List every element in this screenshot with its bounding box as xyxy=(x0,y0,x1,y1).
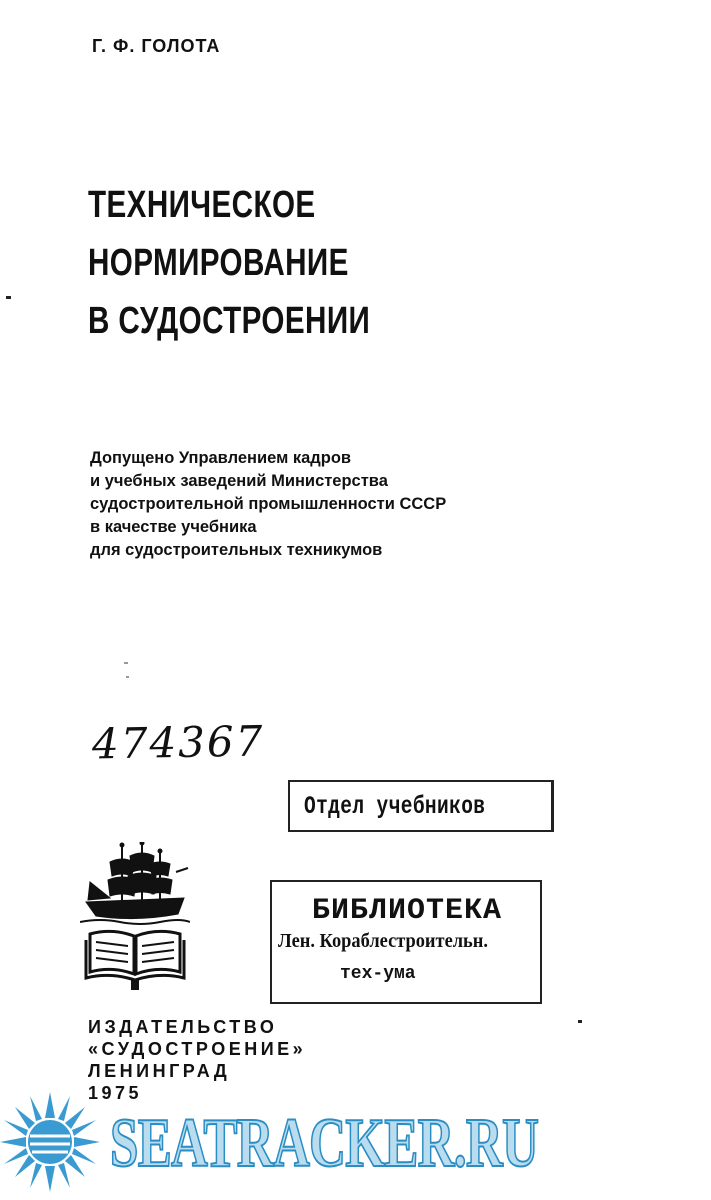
approval-note xyxy=(90,446,446,561)
handwritten-inventory-number: 474367 xyxy=(91,716,265,769)
publisher-line: ИЗДАТЕЛЬСТВО xyxy=(88,1017,278,1037)
title-line: ТЕХНИЧЕСКОЕ xyxy=(88,184,316,226)
library-stamp-suffix: тех-ума xyxy=(340,964,416,984)
approval-line: и учебных заведений Министерства xyxy=(90,471,388,490)
print-speck xyxy=(578,1020,582,1023)
publication-year: 1975 xyxy=(88,1083,143,1103)
title-line: НОРМИРОВАНИЕ xyxy=(88,242,349,284)
print-speck xyxy=(126,676,129,678)
print-speck xyxy=(124,662,128,664)
approval-line: для судостроительных техникумов xyxy=(90,540,383,559)
approval-line: Допущено Управлением кадров xyxy=(90,448,352,467)
publisher-line: «СУДОСТРОЕНИЕ» xyxy=(88,1039,307,1059)
approval-line: судостроительной промышленности СССР xyxy=(90,494,447,513)
library-stamp-title: БИБЛИОТЕКА xyxy=(312,894,503,928)
title-line: В СУДОСТРОЕНИИ xyxy=(88,300,371,342)
department-stamp xyxy=(288,780,554,832)
library-stamp xyxy=(270,880,542,1004)
publisher-line: ЛЕНИНГРАД xyxy=(88,1061,231,1081)
print-speck xyxy=(6,296,11,299)
approval-line: в качестве учебника xyxy=(90,517,257,536)
department-stamp-text: Отдел учебников xyxy=(304,792,486,821)
book-title xyxy=(88,176,370,350)
watermark-text: SEATRACKER.RU xyxy=(110,1105,539,1182)
author-name: Г. Ф. ГОЛОТА xyxy=(92,36,221,56)
sailing-ship-over-open-book-icon xyxy=(80,842,190,992)
library-stamp-institution: Лен. Кораблестроительн. xyxy=(278,930,489,952)
